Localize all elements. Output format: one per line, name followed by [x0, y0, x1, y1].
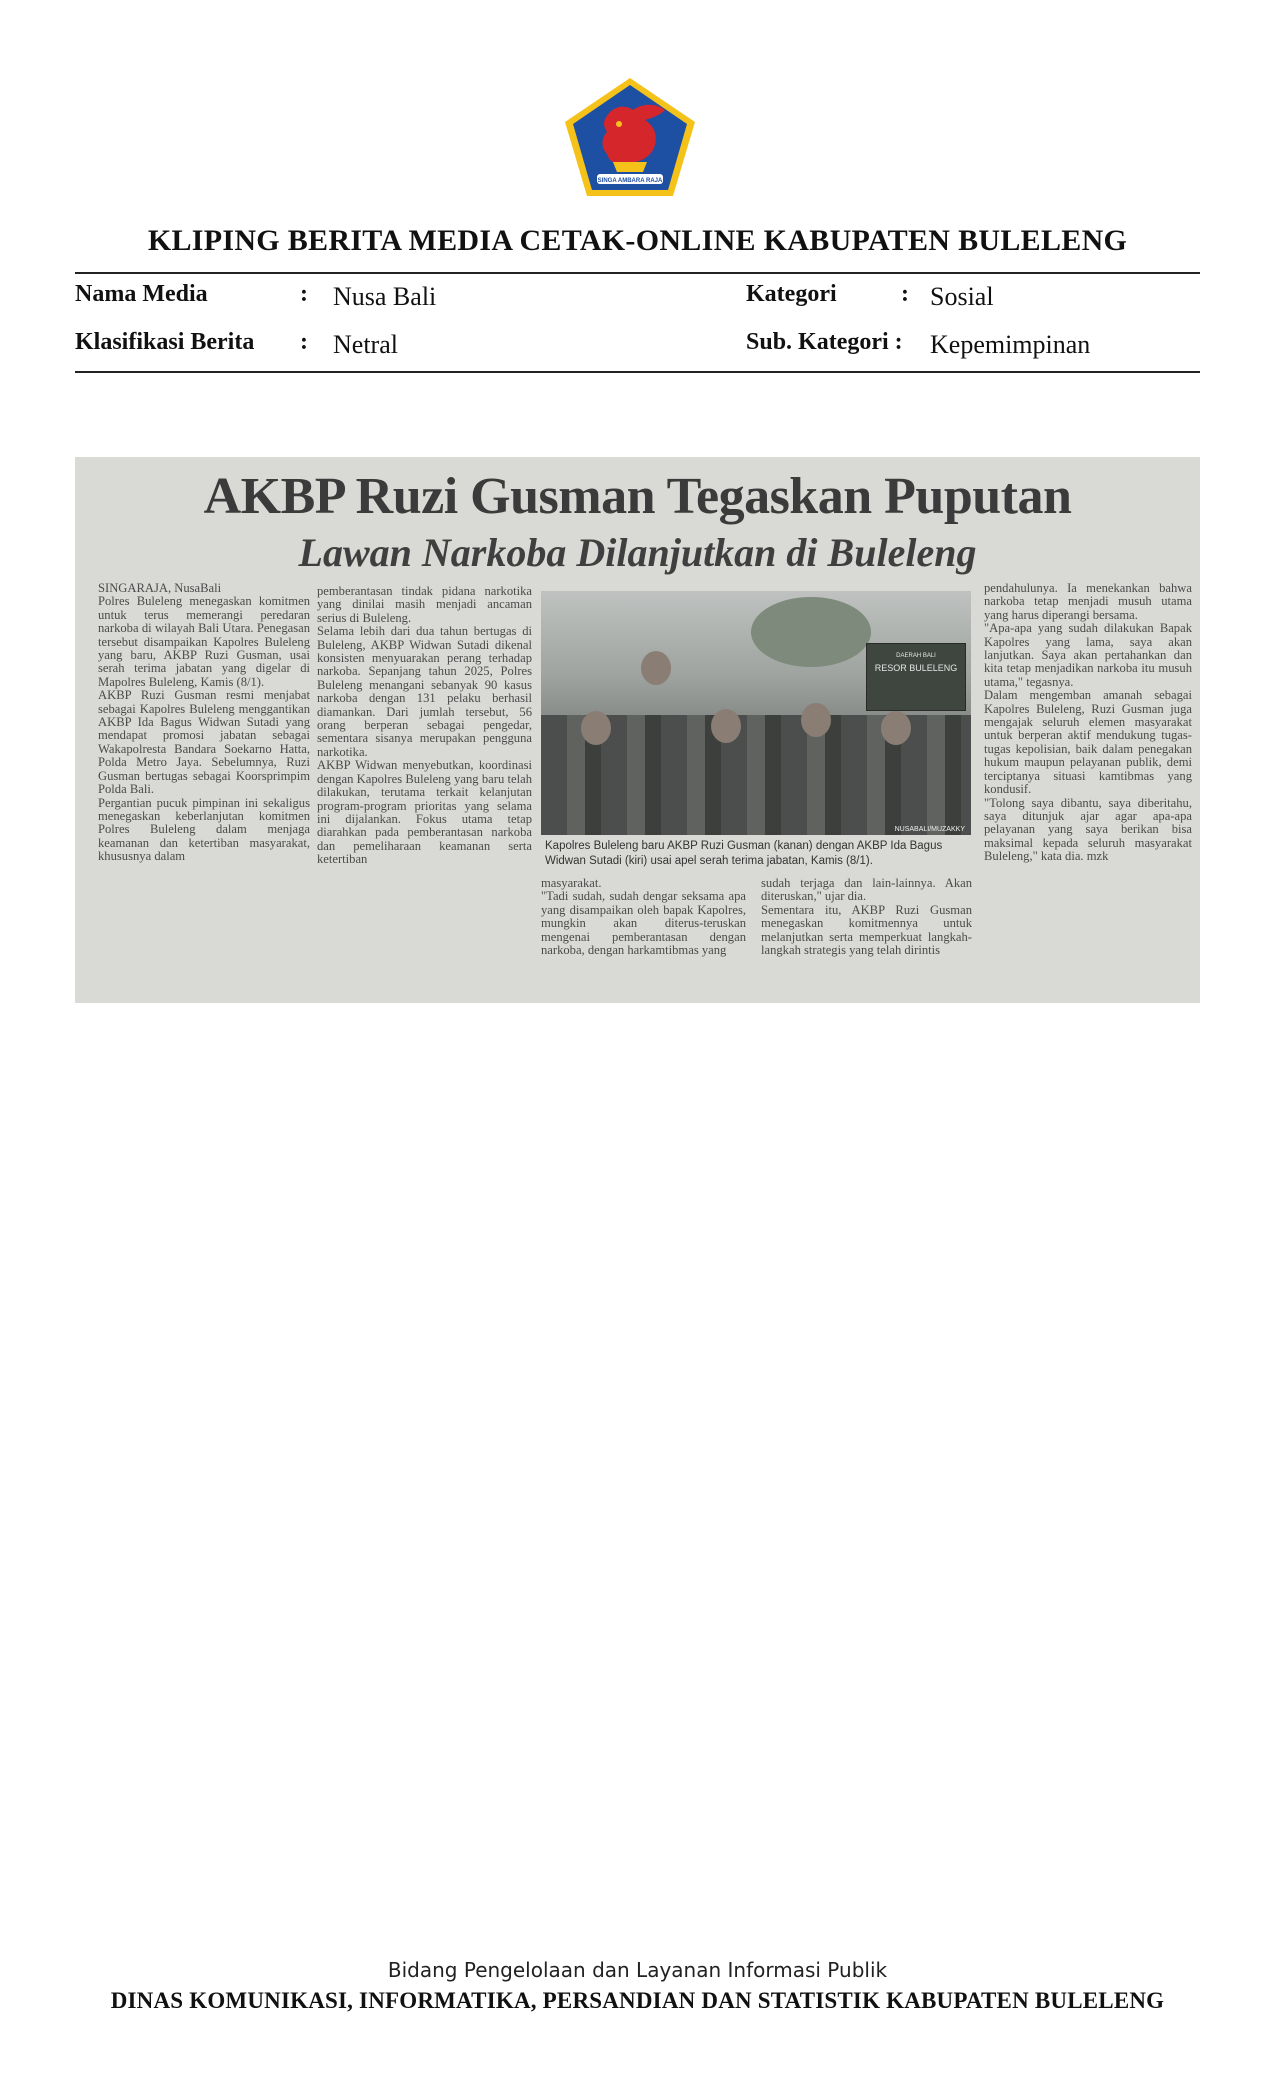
photo-credit: NUSABALI/MUZAKKY — [894, 826, 965, 833]
category-colon: : — [901, 281, 909, 307]
media-value: Nusa Bali — [333, 282, 437, 311]
photo-person-head — [581, 711, 611, 745]
classification-colon: : — [300, 329, 308, 355]
article-column-1: SINGARAJA, NusaBali Polres Buleleng menegaskan komitmen untuk terus memerangi peredaran narkoba di wilayah Bali Utara. Penegasan tersebut disampaikan Kapolres Buleleng yang baru, AKBP Ruzi Gusman, usai serah terima jabatan yang digelar di Mapolres Buleleng, Kamis (8/1). AKBP Ruzi Gusman resmi menjabat sebagai Kapolres Buleleng menggantikan AKBP Ida Bagus Widwan Sutadi yang mendapat promosi jabatan sebagai Wakapolresta Bandara Soekarno Hatta, Polda Metro Jaya. Sebelumnya, Ruzi Gusman bertugas sebagai Koorsprimpim Polda Bali. Pergantian pucuk pimpinan ini sekaligus menegaskan keberlanjutan komitmen Polres Buleleng dalam menjaga keamanan dan ketertiban masyarakat, khususnya dalam — [98, 581, 310, 864]
photo-sign-line-1: DAERAH BALI — [896, 653, 936, 659]
footer-division: Bidang Pengelolaan dan Layanan Informasi Publik — [387, 1958, 888, 1982]
category-value: Sosial — [930, 282, 994, 311]
photo-sign-line-2: RESOR BULELENG — [874, 663, 958, 673]
photo-person-head — [641, 651, 671, 685]
classification-label: Klasifikasi Berita — [75, 329, 255, 355]
media-label: Nama Media — [75, 281, 208, 307]
photo-police-sign — [866, 643, 966, 711]
header-divider-bottom — [75, 371, 1200, 373]
photo-tree — [751, 597, 871, 667]
document-title: KLIPING BERITA MEDIA CETAK-ONLINE KABUPATEN BULELENG — [147, 224, 1128, 257]
subcategory-value: Kepemimpinan — [930, 330, 1091, 359]
subcategory-label: Sub. Kategori : — [746, 329, 903, 355]
news-clipping — [75, 457, 1200, 1003]
photo-person-head — [711, 709, 741, 743]
photo-caption: Kapolres Buleleng baru AKBP Ruzi Gusman (kanan) dengan AKBP Ida Bagus Widwan Sutadi (kiri) usai apel serah terima jabatan, Kamis (8/1). — [545, 840, 943, 867]
singa-ambara-raja-emblem-icon — [563, 76, 697, 198]
regency-logo — [563, 76, 697, 198]
svg-text:SINGA AMBARA RAJA: SINGA AMBARA RAJA — [597, 178, 663, 184]
footer-agency: DINAS KOMUNIKASI, INFORMATIKA, PERSANDIAN DAN STATISTIK KABUPATEN BULELENG — [110, 1988, 1165, 2013]
article-column-5: pendahulunya. Ia menekankan bahwa narkoba tetap menjadi musuh utama yang harus diperangi bersama. "Apa-apa yang sudah dilakukan Bapak Kapolres yang lama, saya akan lanjutkan. Saya akan pertahankan dan kita tetap menjadikan narkoba itu musuh utama," tegasnya. Dalam mengemban amanah sebagai Kapolres Buleleng, Ruzi Gusman juga mengajak seluruh elemen masyarakat untuk berperan aktif mendukung tugas-tugas kepolisian, baik dalam penegakan hukum maupun pelayanan publik, demi terciptanya situasi kamtibmas yang kondusif. "Tolong saya dibantu, saya diberitahu, saya ditunjuk ajar agar apa-apa pelayanan yang saya berikan bisa maksimal kepada seluruh masyarakat Buleleng," kata dia. mzk — [984, 581, 1192, 864]
article-column-2: pemberantasan tindak pidana narkotika yang dinilai masih menjadi ancaman serius di Buleleng. Selama lebih dari dua tahun bertugas di Buleleng, AKBP Widwan Sutadi dikenal konsisten menyuarakan perang terhadap narkoba. Sepanjang tahun 2025, Polres Buleleng menangani sebanyak 90 kasus narkoba dengan 131 pelaku berhasil diamankan. Dari jumlah tersebut, 56 orang berperan sebagai pengedar, sementara sisanya merupakan pengguna narkotika. AKBP Widwan menyebutkan, koordinasi dengan Kapolres Buleleng yang baru telah dilakukan, terutama terkait kelanjutan program-program prioritas yang selama ini dijalankan. Fokus utama tetap diarahkan pada pemberantasan narkoba dan pemeliharaan keamanan serta ketertiban — [317, 584, 532, 867]
photo-person-head — [801, 703, 831, 737]
article-column-3: masyarakat. "Tadi sudah, sudah dengar seksama apa yang disampaikan oleh bapak Kapolres, mungkin akan diterus-teruskan mengenai pemberantasan dengan narkoba, dengan harkamtibmas yang — [541, 877, 746, 958]
classification-value: Netral — [333, 330, 398, 359]
headline-line-2: Lawan Narkoba Dilanjutkan di Buleleng — [298, 530, 977, 575]
header-divider-top — [75, 272, 1200, 274]
media-colon: : — [300, 281, 308, 307]
headline-line-1: AKBP Ruzi Gusman Tegaskan Puputan — [203, 468, 1072, 525]
article-column-4: sudah terjaga dan lain-lainnya. Akan diteruskan," ujar dia. Sementara itu, AKBP Ruzi Gusman menegaskan komitmennya untuk melanjutkan serta memperkuat langkah-langkah strategis yang telah dirintis — [761, 877, 972, 958]
photo-person-head — [881, 711, 911, 745]
category-label: Kategori — [746, 281, 837, 307]
news-photo — [541, 591, 971, 835]
